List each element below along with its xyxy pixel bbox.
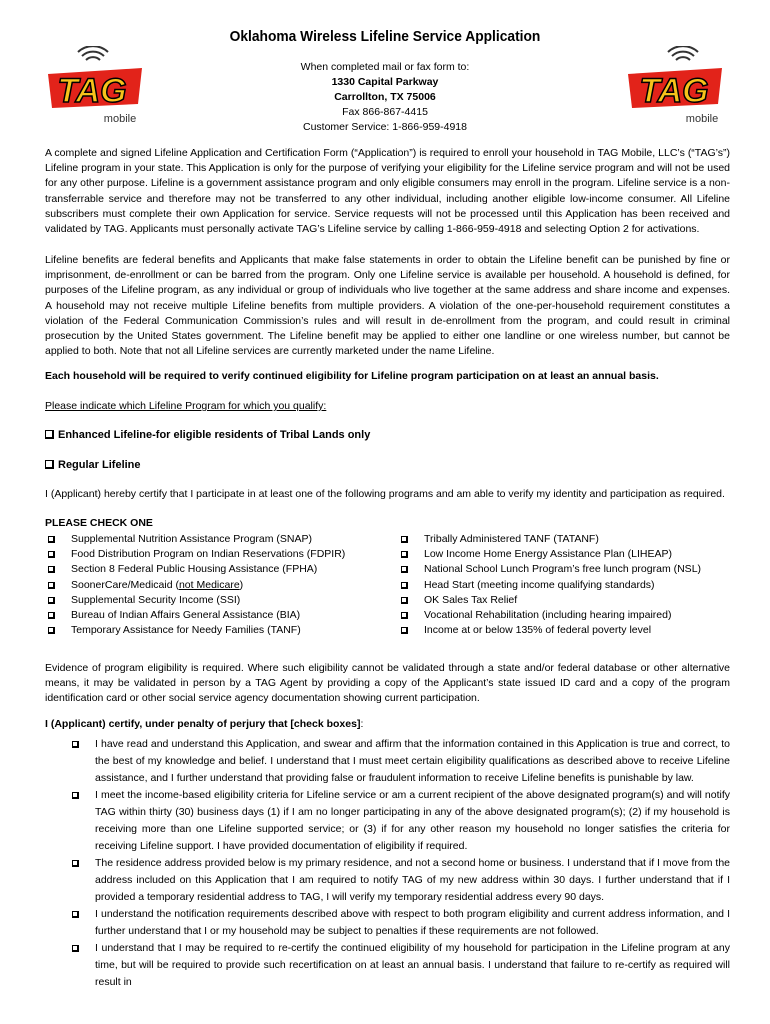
certify-heading-row: I (Applicant) certify, under penalty of perjury that [check boxes]: [45,718,364,730]
svg-text:TAG: TAG [57,72,127,110]
address-line-1: 1330 Capital Parkway [331,76,439,88]
program-checkbox[interactable] [48,566,54,572]
address-line-2: Carrollton, TX 75006 [334,91,436,103]
check-one-heading: PLEASE CHECK ONE [45,517,153,529]
program-item[interactable]: Supplemental Security Income (SSI) [45,593,345,608]
program-list-right [398,532,701,638]
program-checkbox[interactable] [48,627,54,633]
participation-certification: I (Applicant) hereby certify that I participate in at least one of the following programs and am able to verify my identity and participation as required. [45,488,725,500]
program-item[interactable]: Temporary Assistance for Needy Families (TANF) [45,623,345,638]
svg-text:TAG: TAG [639,72,709,110]
certification-checkbox[interactable] [72,741,78,747]
program-checkbox[interactable] [401,597,407,603]
program-checkbox[interactable] [401,582,407,588]
certification-checkbox[interactable] [72,792,78,798]
regular-lifeline-option[interactable] [45,458,141,473]
annual-verification-notice: Each household will be required to verify continued eligibility for Lifeline program participation on at least an annual basis. [45,370,659,382]
fax-number: Fax 866-867-4415 [342,106,428,118]
tag-mobile-logo-left [42,46,152,126]
customer-service-number: Customer Service: 1-866-959-4918 [302,121,467,133]
program-prompt: Please indicate which Lifeline Program for which you qualify: [45,400,327,412]
certification-list [45,736,730,991]
program-list-left [45,532,345,638]
program-checkbox[interactable] [401,536,407,542]
certification-item[interactable]: I understand that I may be required to re-certify the continued eligibility of my household for participation in the Lifeline program at any time, but will be required to provide such recertification on at least an annual basis. I understand that failure to re-certify as required will result in [45,940,730,991]
svg-text:mobile: mobile [685,113,719,125]
program-item[interactable]: Tribally Administered TANF (TATANF) [398,532,701,547]
program-item[interactable]: Supplemental Nutrition Assistance Program (SNAP) [45,532,345,547]
certification-item[interactable]: I understand the notification requirements described above with respect to both program eligibility and current address information, and I further understand that I or my household may be subject to penalties if these requirements are not followed. [45,906,730,940]
program-item[interactable]: Head Start (meeting income qualifying standards) [398,578,701,593]
regular-lifeline-label: Regular Lifeline [58,459,141,471]
program-checkbox[interactable] [401,566,407,572]
program-checkbox[interactable] [401,627,407,633]
program-checkbox[interactable] [401,551,407,557]
certification-checkbox[interactable] [72,860,78,866]
mail-instruction: When completed mail or fax form to: [300,61,470,73]
program-item[interactable]: Food Distribution Program on Indian Reservations (FDPIR) [45,547,345,562]
program-item[interactable]: Income at or below 135% of federal poverty level [398,623,701,638]
certification-item[interactable]: The residence address provided below is my primary residence, and not a second home or business. I understand that if I move from the address included on this Application that I am required to notify TAG of my new address within 30 days. I further understand that if I provided a temporary residential address to TAG, I will verify my temporary residential address every 90 days. [45,855,730,906]
enhanced-lifeline-label: Enhanced Lifeline-for eligible residents of Tribal Lands only [58,429,371,441]
program-item[interactable]: Bureau of Indian Affairs General Assistance (BIA) [45,608,345,623]
certify-heading: I (Applicant) certify, under penalty of perjury that [check boxes] [45,718,361,730]
certification-item[interactable]: I have read and understand this Application, and swear and affirm that the information contained in this Application is true and correct, to the best of my knowledge and belief. I understand that I must meet certain eligibility qualifications as described above to receive Lifeline assistance, and I further understand that providing false or fraudulent information to receive Lifeline benefits is punishable by law. [45,736,730,787]
program-checkbox[interactable] [48,582,54,588]
program-item[interactable]: OK Sales Tax Relief [398,593,701,608]
tag-mobile-logo-right [622,46,732,126]
intro-paragraph-1: A complete and signed Lifeline Application and Certification Form (“Application”) is required to enroll your household in TAG Mobile, LLC’s (“TAG’s”) Lifeline program in your state. This Application is only for the purpose of verifying your eligibility for the Lifeline service program and will not be used for any other purpose. Lifeline is a government assistance program and only eligible consumers may enroll in the program. Lifeline service is a non-transferrable service and therefore may not be transferred to any other individual, including another eligible low-income consumer. All Lifeline subscribers must complete their own Application for service. Service requests will not be processed until this Application has been received and validated by TAG. Applicants must personally activate TAG’s Lifeline service by calling 1-866-959-4918 and selecting Option 2 for activations. [45,147,730,236]
certification-checkbox[interactable] [72,945,78,951]
certification-checkbox[interactable] [72,911,78,917]
intro-paragraph-2: Lifeline benefits are federal benefits and Applicants that make false statements in order to obtain the Lifeline benefit can be punished by fine or imprisonment, de-enrollment or can be barred from the program. Only one Lifeline service is available per household. A household is defined, for purposes of the Lifeline program, as any individual or group of individuals who live together at the same address and share income and expenses. A household may not receive multiple Lifeline benefits from multiple providers. A violation of the one-per-household requirement constitutes a violation of the Federal Communication Commission’s rules and will result in de-enrollment from the program, and could result in criminal prosecution by the United States government. The Lifeline benefit may be applied to either one landline or one wireless number, but cannot be applied to both. Note that not all Lifeline services are currently marketed under the name Lifeline. [45,254,730,358]
page-title: Oklahoma Wireless Lifeline Service Application [229,28,541,45]
enhanced-lifeline-option[interactable] [45,428,370,443]
program-checkbox[interactable] [48,612,54,618]
program-item[interactable]: Vocational Rehabilitation (including hearing impaired) [398,608,701,623]
evidence-paragraph: Evidence of program eligibility is required. Where such eligibility cannot be validated through a state and/or federal database or other alternative means, it may be validated in person by a TAG Agent by providing a copy of the Applicant’s state issued ID card and a copy of the program identification card or other social service agency documentation showing current participation. [45,662,730,705]
regular-lifeline-checkbox[interactable] [45,460,53,468]
certification-item[interactable]: I meet the income-based eligibility criteria for Lifeline service or am a current recipient of the above designated program(s) and will notify TAG within thirty (30) business days (1) if I am no longer participating in any of the above designated program(s); (2) if my household is receiving more than one Lifeline supported service; or (3) if for any other reason my household no longer satisfies the criteria for receiving Lifeline support. I have provided documentation of eligibility if required. [45,787,730,855]
mailing-info [235,60,535,135]
program-checkbox[interactable] [48,597,54,603]
program-checkbox[interactable] [401,612,407,618]
program-item[interactable]: Section 8 Federal Public Housing Assistance (FPHA) [45,562,345,577]
svg-text:mobile: mobile [103,113,137,125]
program-checkbox[interactable] [48,536,54,542]
program-item[interactable]: SoonerCare/Medicaid (not Medicare) [45,578,345,593]
enhanced-lifeline-checkbox[interactable] [45,430,53,438]
program-item[interactable]: National School Lunch Program’s free lunch program (NSL) [398,562,701,577]
medicare-note: not Medicare [178,578,240,591]
program-checkbox[interactable] [48,551,54,557]
program-item[interactable]: Low Income Home Energy Assistance Plan (LIHEAP) [398,547,701,562]
